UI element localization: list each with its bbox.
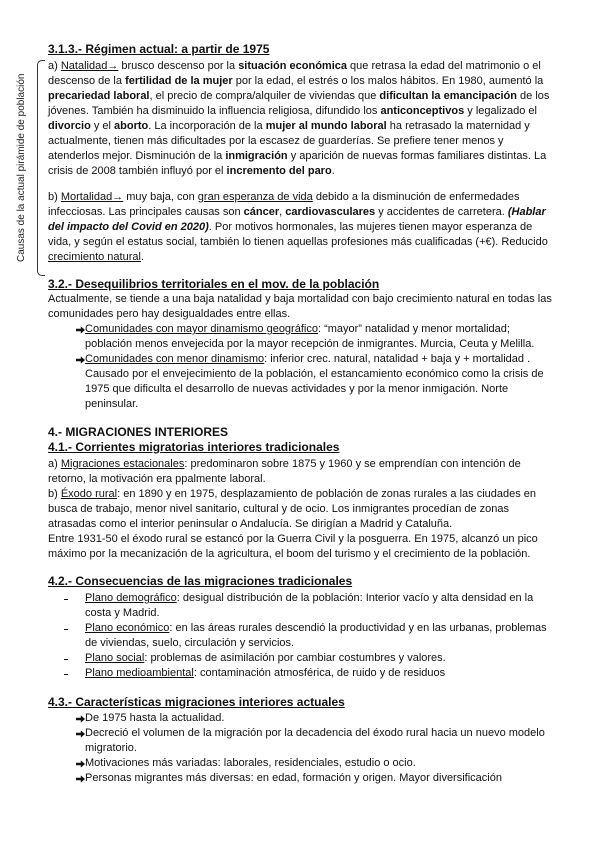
underlined-term: Plano medioambiental (85, 667, 194, 679)
bold-term: anticonceptivos (380, 105, 465, 117)
list-item-text (85, 353, 544, 410)
underlined-term: Éxodo rural (60, 488, 118, 500)
text-run: y el (90, 120, 115, 132)
list-item (48, 651, 556, 666)
heading-3-2: 3.2.- Desequilibrios territoriales en el mov. de la población (48, 277, 380, 291)
bold-italic-note: (Hablar del impacto del Covid en 2020) (48, 206, 546, 233)
bold-term: cáncer (243, 206, 280, 218)
bold-term: divorcio (48, 120, 91, 132)
list-item (48, 322, 556, 352)
text-run: y legalizado el (464, 105, 537, 117)
bold-term: aborto (114, 120, 149, 132)
exodo-rural-paragraph (48, 487, 556, 532)
bold-term: dificultan la emancipación (379, 90, 517, 102)
list-item (48, 591, 556, 621)
text-run: : contaminación atmosférica, de ruido y de residuos (193, 667, 446, 679)
text-run: : inferior crec. natural, natalidad + baja y + mortalidad . Causado por el envejecimiento de la población, el estancamiento económico como la crisis de 1975 que dificulta el desarrollo de nuevas actividades y por la menor inmigación. Norte peninsular. (85, 353, 544, 410)
side-bracket (37, 60, 45, 276)
list-item (48, 756, 556, 771)
arrow-bullet-icon (76, 775, 85, 783)
arrow-bullet-icon (76, 730, 85, 738)
underlined-term: Comunidades con mayor dinamismo geográfico (85, 323, 318, 335)
list-item-text: De 1975 hasta la actualidad. (85, 712, 225, 724)
text-run: : en las áreas rurales descendió la productividad y en las urbanas, problemas de viviendas, suelo, circulación y servicios. (85, 622, 547, 649)
dash-bullet-icon (64, 674, 68, 675)
bold-term: mujer al mundo laboral (265, 120, 387, 132)
text-run: ha retrasado la maternidad y actualmente, tienen más dificultades por la escasez de guarderías. Se prefiere tener menos y atenderlos mejor. Disminución de la (48, 120, 530, 162)
natalidad-paragraph (48, 59, 556, 179)
list-item-text (85, 667, 445, 679)
dash-bullet-icon (64, 599, 68, 600)
dash-bullet-icon (64, 659, 68, 660)
underlined-term: Natalidad→ (60, 60, 119, 72)
underlined-term: Plano social (85, 652, 145, 664)
text-run: : predominaron sobre 1875 y 1960 y se emprendían con intención de retorno, la motivación era ppalmente laboral. (48, 458, 521, 485)
underlined-term: gran esperanza de vida (197, 191, 313, 203)
underlined-term: Plano económico (85, 622, 170, 634)
intro-paragraph: Actualmente, se tiende a una baja natalidad y baja mortalidad con bajo crecimiento natural en todas las comunidades pero hay desigualdades entre ellas. (48, 293, 552, 320)
text-run: a) (48, 458, 61, 470)
text-run: por la edad, el estrés o los malos hábitos. En 1980, aumentó la (232, 75, 544, 87)
text-run: . Por motivos hormonales, las mujeres tienen mayor esperanza de vida, y según el estatus social, también lo tienen aquellas profesiones más cualificadas (+€). Reducido (48, 221, 548, 248)
text-run: y aparición de nuevas formas familiares distintas. La crisis de 2008 también influyó por el (48, 150, 547, 177)
text-run: brusco descenso por la (118, 60, 239, 72)
heading-4: 4.- MIGRACIONES INTERIORES (48, 425, 229, 439)
arrow-bullet-icon (76, 326, 85, 334)
heading-3-1-3: 3.1.3.- Régimen actual: a partir de 1975 (48, 42, 270, 56)
text-run: debido a la disminución de enfermedades infecciosas. Las principales causas son (48, 191, 520, 218)
bold-term: situación económica (238, 60, 347, 72)
consecuencias-list (48, 591, 556, 681)
list-item (48, 666, 556, 681)
side-margin-note: Causas de la actual pirámide de población (16, 73, 27, 263)
list-item-text: Motivaciones más variadas: laborales, residenciales, estudio o ocio. (85, 757, 416, 769)
text-run: : en 1890 y en 1975, desplazamiento de población de zonas rurales a las ciudades en busca de trabajo, menor nivel sanitario, cultural y de ocio. Los inmigrantes procedían de zonas atrasadas como el interior peninsular o Andalucía. Se dirigían a Madrid y Cataluña. (48, 488, 537, 530)
arrow-bullet-icon (76, 356, 85, 364)
text-run: de los jóvenes. También ha disminuido la influencia religiosa, difundido los (48, 90, 550, 117)
migraciones-estacionales-paragraph (48, 457, 556, 487)
bold-term: inmigración (225, 150, 288, 162)
dinamismo-list (48, 322, 556, 412)
text-run: : “mayor” natalidad y menor mortalidad; población menos envejecida por la mayor recepción de inmigrantes. Murcia, Ceuta y Melilla. (85, 323, 535, 350)
underlined-term: Migraciones estacionales (60, 458, 185, 470)
evolucion-paragraph: Entre 1931-50 el éxodo rural se estancó por la Guerra Civil y la posguerra. En 1975, alcanzó un pico máximo por la mecanización de la agricultura, el boom del turismo y el crecimiento de la población. (48, 533, 538, 560)
text-run: a) (48, 60, 61, 72)
text-run: muy baja, con (123, 191, 198, 203)
dash-bullet-icon (64, 629, 68, 630)
text-run: , el precio de compra/alquiler de viviendas que (149, 90, 380, 102)
list-item-text: Personas migrantes más diversas: en edad, formación y origen. Mayor diversificación (85, 772, 502, 784)
heading-4-3: 4.3.- Características migraciones interiores actuales (48, 695, 345, 709)
mortalidad-paragraph (48, 190, 556, 265)
bold-term: fertilidad de la mujer (125, 75, 233, 87)
bold-term: cardiovasculares (285, 206, 376, 218)
heading-4-1: 4.1.- Corrientes migratorias interiores tradicionales (48, 440, 340, 454)
list-item-text (85, 323, 534, 350)
text-run: . (140, 251, 144, 263)
list-item (48, 771, 556, 786)
list-item (48, 352, 556, 412)
bold-term: precariedad laboral (48, 90, 150, 102)
caracteristicas-list (48, 711, 556, 786)
list-item-text (85, 652, 446, 664)
underlined-term: Comunidades con menor dinamismo (85, 353, 265, 365)
text-run: b) (48, 488, 61, 500)
underlined-term: Plano demográfico (85, 592, 177, 604)
text-run: . La incorporación de la (148, 120, 266, 132)
list-item (48, 711, 556, 726)
text-run: . (331, 165, 335, 177)
heading-4-2: 4.2.- Consecuencias de las migraciones tradicionales (48, 574, 353, 588)
text-run: , (279, 206, 286, 218)
bold-term: incremento del paro (226, 165, 332, 177)
text-run: y accidentes de carretera. (375, 206, 508, 218)
text-run: : problemas de asimilación por cambiar costumbres y valores. (144, 652, 446, 664)
list-item-text: Decreció el volumen de la migración por la decadencia del éxodo rural hacia un nuevo modelo migratorio. (85, 727, 545, 754)
list-item (48, 726, 556, 756)
list-item (48, 621, 556, 651)
text-run: : desigual distribución de la población: Interior vacío y alta densidad en la costa y Madrid. (85, 592, 534, 619)
document-body (48, 42, 556, 786)
text-run: que retrasa la edad del matrimonio o el descenso de la (48, 60, 541, 87)
list-item-text (85, 622, 547, 649)
underlined-term: Mortalidad→ (60, 191, 124, 203)
list-item-text (85, 592, 533, 619)
text-run: b) (48, 191, 61, 203)
underlined-term: crecimiento natural (48, 251, 141, 263)
arrow-bullet-icon (76, 715, 85, 723)
arrow-bullet-icon (76, 760, 85, 768)
